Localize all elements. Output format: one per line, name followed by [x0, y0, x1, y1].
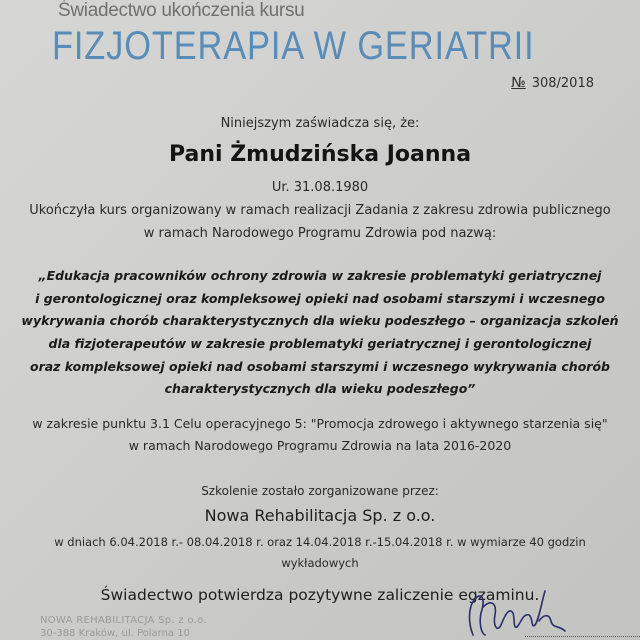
- signature-icon: [455, 585, 575, 640]
- program-title-line: wykrywania chorób charakterystycznych dla wieku podeszłego – organizacja szkoleń: [21, 313, 619, 328]
- scope-line-2: w ramach Narodowego Programu Zdrowia na lata 2016-2020: [128, 438, 512, 453]
- program-title-line: dla fizjoterapeutów w zakresie problematyki geriatrycznej i gerontologicznej: [48, 336, 592, 351]
- exam-confirmation: Świadectwo potwierdza pozytywne zaliczenie egzaminu.: [100, 586, 540, 604]
- recipient-birth-date: Ur. 31.08.1980: [271, 180, 369, 195]
- program-title-line: oraz kompleksowej opieki nad osobami starszymi i wczesnego wykrywania chorób: [29, 359, 610, 374]
- company-stamp: [40, 614, 207, 640]
- certificate-number: [511, 75, 594, 91]
- description-line-2: w ramach Narodowego Programu Zdrowia pod nazwą:: [143, 226, 497, 241]
- recipient-name: Pani Żmudzińska Joanna: [168, 142, 472, 167]
- certificate-subtitle: Świadectwo ukończenia kursu: [58, 0, 305, 21]
- program-title-line: charakterystycznych dla wieku podeszłego”: [164, 381, 476, 396]
- number-sign: №: [511, 75, 526, 91]
- program-title-line: i gerontologicznej oraz kompleksowej opieki nad osobami starszymi i wczesnego: [35, 291, 605, 306]
- program-title-line: „Edukacja pracowników ochrony zdrowia w zakresie problematyki geriatrycznej: [38, 268, 602, 283]
- signature-line: [525, 636, 640, 637]
- recipient-intro: Niniejszym zaświadcza się, że:: [220, 116, 420, 131]
- organizer-name: Nowa Rehabilitacja Sp. z o.o.: [204, 506, 436, 525]
- course-dates-continued: wykładowych: [281, 556, 359, 570]
- certificate-number-value: 308/2018: [531, 76, 594, 91]
- course-dates: w dniach 6.04.2018 r.- 08.04.2018 r. oraz 14.04.2018 r.-15.04.2018 r. w wymiarze 40 godzin: [54, 535, 586, 549]
- scope-line-1: w zakresie punktu 3.1 Celu operacyjnego 5: "Promocja zdrowego i aktywnego starzenia się": [32, 416, 608, 431]
- stamp-company-name: NOWA REHABILITACJA Sp. z o.o.: [40, 615, 207, 626]
- organizer-intro: Szkolenie zostało zorganizowane przez:: [201, 484, 439, 498]
- certificate-title: FIZJOTERAPIA W GERIATRII: [52, 24, 535, 68]
- stamp-address: 30-388 Kraków, ul. Polarna 10: [40, 628, 190, 639]
- description-line-1: Ukończyła kurs organizowany w ramach realizacji Zadania z zakresu zdrowia publicznego: [29, 203, 611, 218]
